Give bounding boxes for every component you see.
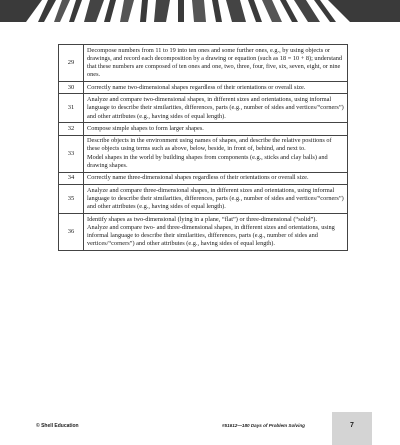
standard-row xyxy=(59,214,348,251)
page-number: 7 xyxy=(350,422,354,429)
standard-text: Analyze and compare two-dimensional shapes, in different sizes and orientations, using informal language to describe their similarities, differences, parts (e.g., number of sides and vertices/“corners”) and other attributes (e.g., having sides of equal length). xyxy=(87,95,344,120)
standard-row xyxy=(59,172,348,184)
standard-text: Analyze and compare two- and three-dimensional shapes, in different sizes and orientations, using informal language to describe their similarities, differences, parts (e.g., number of sides and vertices/“corners”) and other attributes (e.g., having sides of equal length). xyxy=(87,223,335,248)
standard-text: Describe objects in the environment using names of shapes, and describe the relative positions of these objects using terms such as above, below, beside, in front of, behind, and next to. xyxy=(87,137,332,153)
standards-table xyxy=(58,44,348,251)
standard-number: 35 xyxy=(59,185,84,214)
standard-description xyxy=(84,123,348,135)
standard-number: 36 xyxy=(59,214,84,251)
standard-number: 31 xyxy=(59,94,84,123)
stripes-graphic xyxy=(0,0,400,22)
copyright-text: © Shell Education xyxy=(36,423,79,429)
standard-row xyxy=(59,45,348,82)
standard-description xyxy=(84,172,348,184)
standard-text: Analyze and compare three-dimensional shapes, in different sizes and orientations, using informal language to describe their similarities, differences, parts (e.g., number of sides and vertices/“corners”) and other attributes (e.g., having sides of equal length). xyxy=(87,186,344,211)
standard-text: Correctly name two-dimensional shapes regardless of their orientations or overall size. xyxy=(87,83,306,91)
standard-number: 32 xyxy=(59,123,84,135)
standard-description xyxy=(84,135,348,172)
standards-table-body xyxy=(59,45,348,251)
standard-description xyxy=(84,214,348,251)
standard-description xyxy=(84,185,348,214)
standard-text: Compose simple shapes to form larger shapes. xyxy=(87,124,204,132)
standard-number: 30 xyxy=(59,82,84,94)
standard-row xyxy=(59,185,348,214)
standard-text: Correctly name three-dimensional shapes regardless of their orientations or overall size. xyxy=(87,174,309,182)
standard-text: Model shapes in the world by building shapes from components (e.g., sticks and clay balls) and drawing shapes. xyxy=(87,153,328,170)
standard-description xyxy=(84,94,348,123)
page-number-tab xyxy=(332,412,372,445)
standard-row xyxy=(59,123,348,135)
product-code-text: #51612—180 Days of Problem Solving xyxy=(222,423,305,428)
standard-row xyxy=(59,82,348,94)
standard-text: Identify shapes as two-dimensional (lying in a plane, “flat”) or three-dimensional (“solid”). xyxy=(87,215,317,223)
decorative-banner xyxy=(0,0,400,22)
standard-row xyxy=(59,135,348,172)
standard-number: 33 xyxy=(59,135,84,172)
standard-description xyxy=(84,45,348,82)
standard-text: Decompose numbers from 11 to 19 into ten ones and some further ones, e.g., by using objects or drawings, and record each decomposition by a drawing or equation (such as 18 = 10 + 8); understand that these numbers are composed of ten ones and one, two, three, four, five, six, seven, eight, or nine ones. xyxy=(87,46,343,79)
standard-number: 29 xyxy=(59,45,84,82)
standard-row xyxy=(59,94,348,123)
page-footer xyxy=(0,412,400,445)
standard-number: 34 xyxy=(59,172,84,184)
standard-description xyxy=(84,82,348,94)
